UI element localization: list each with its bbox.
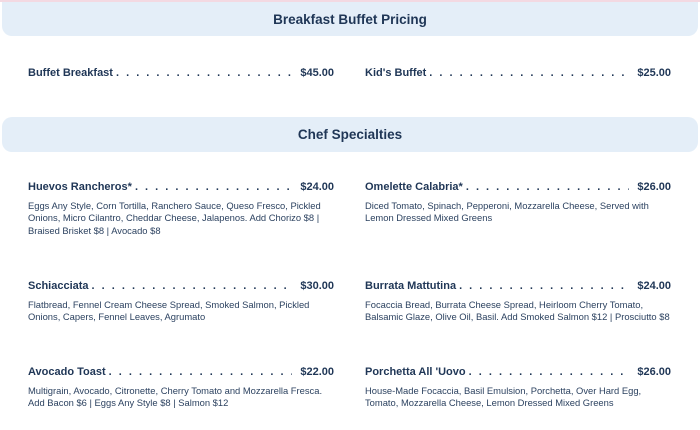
item-price: $30.00 (300, 280, 334, 292)
menu-item-huevos-rancheros (28, 181, 334, 237)
dot-leader (429, 67, 629, 79)
bottom-fade (0, 416, 700, 430)
dot-leader (469, 366, 630, 378)
item-description: Focaccia Bread, Burrata Cheese Spread, Heirloom Cherry Tomato, Balsamic Glaze, Olive Oil, Basil. Add Smoked Salmon $12 | Prosciutto $8 (365, 299, 670, 323)
menu-item-avocado-toast (28, 366, 334, 410)
item-price: $22.00 (300, 366, 334, 378)
menu-item-schiacciata (28, 280, 334, 324)
menu-item-omelette-calabria (365, 181, 671, 225)
menu-item-burrata-mattutina (365, 280, 671, 324)
item-name: Kid's Buffet (365, 67, 427, 79)
item-description: House-Made Focaccia, Basil Emulsion, Porchetta, Over Hard Egg, Tomato, Mozzarella Cheese, Lemon Dressed Mixed Greens (365, 385, 642, 409)
dot-leader (109, 366, 293, 378)
section-header-chef (2, 117, 698, 152)
menu-item-buffet-breakfast (28, 67, 334, 79)
item-name: Burrata Mattutina (365, 280, 457, 292)
item-name: Avocado Toast (28, 366, 106, 378)
menu-item-kids-buffet (365, 67, 671, 79)
dot-leader (92, 280, 293, 292)
item-description: Diced Tomato, Spinach, Pepperoni, Mozzarella Cheese, Served with Lemon Dressed Mixed Greens (365, 200, 649, 224)
item-description: Eggs Any Style, Corn Tortilla, Ranchero Sauce, Queso Fresco, Pickled Onions, Micro Cilantro, Cheddar Cheese, Jalapenos. Add Chorizo $8 | Braised Brisket $8 | Avocado $8 (28, 200, 321, 236)
menu-item-porchetta-all-uovo (365, 366, 671, 410)
item-description: Multigrain, Avocado, Citronette, Cherry Tomato and Mozzarella Fresca. Add Bacon $6 | Eggs Any Style $8 | Salmon $12 (28, 385, 323, 409)
section-title-chef: Chef Specialties (297, 127, 403, 142)
item-name: Schiacciata (28, 280, 89, 292)
dot-leader (135, 181, 292, 193)
item-price: $25.00 (637, 67, 671, 79)
dot-leader (459, 280, 629, 292)
section-header-breakfast (2, 2, 698, 36)
item-price: $26.00 (637, 181, 671, 193)
item-name: Porchetta All 'Uovo (365, 366, 466, 378)
dot-leader (116, 67, 292, 79)
item-name: Omelette Calabria* (365, 181, 463, 193)
item-price: $45.00 (300, 67, 334, 79)
item-name: Huevos Rancheros* (28, 181, 132, 193)
item-price: $24.00 (637, 280, 671, 292)
dot-leader (466, 181, 630, 193)
item-price: $26.00 (637, 366, 671, 378)
item-price: $24.00 (300, 181, 334, 193)
item-name: Buffet Breakfast (28, 67, 113, 79)
section-title-breakfast: Breakfast Buffet Pricing (273, 11, 427, 27)
item-description: Flatbread, Fennel Cream Cheese Spread, Smoked Salmon, Pickled Onions, Capers, Fennel Leaves, Agrumato (28, 299, 310, 323)
